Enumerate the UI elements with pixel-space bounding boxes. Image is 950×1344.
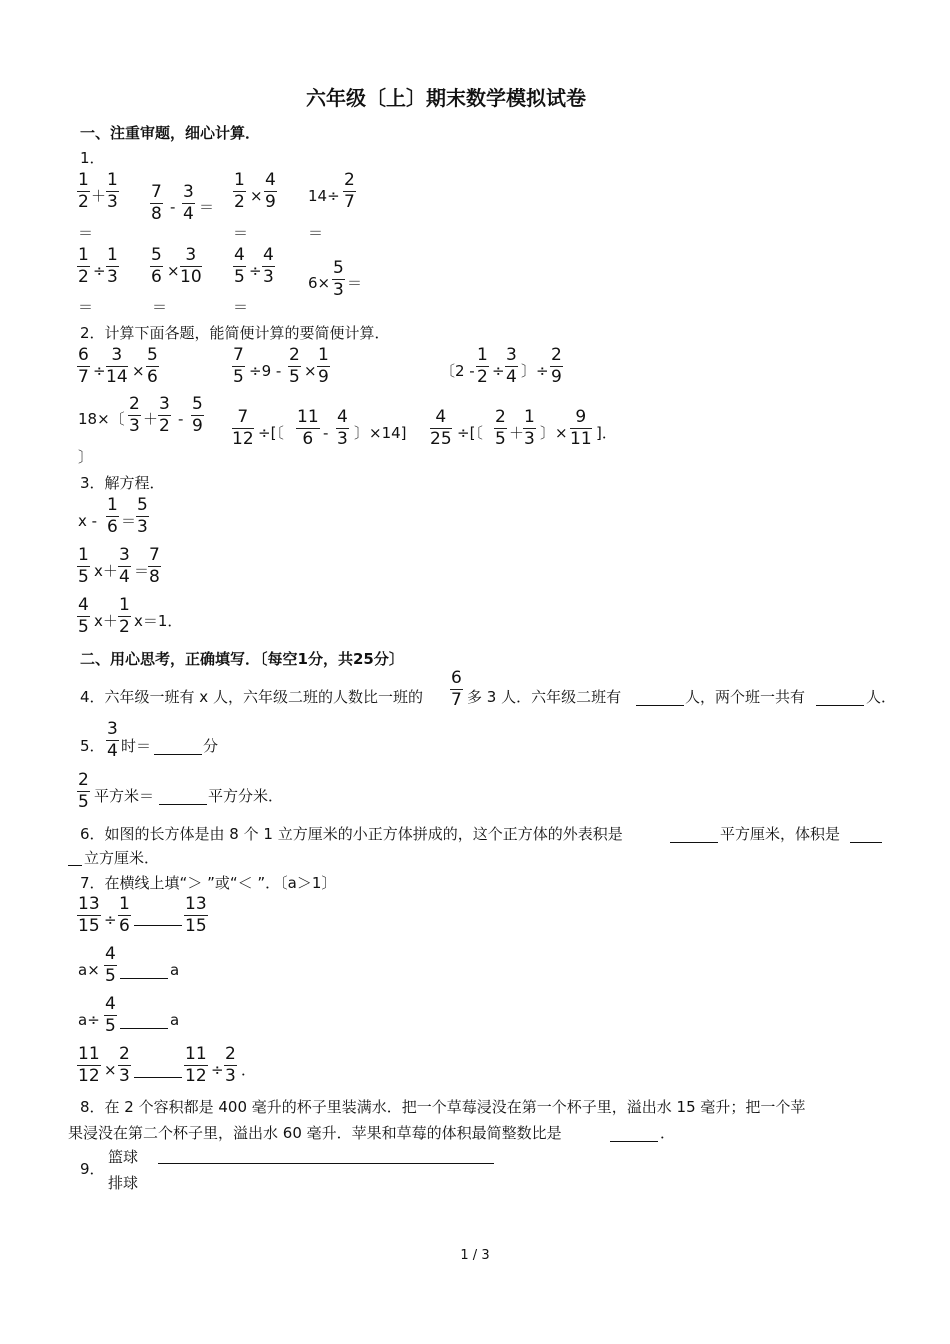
fraction: 2 3 <box>119 1044 130 1086</box>
q4-text: 人，两个班一共有 <box>685 688 806 706</box>
fraction: 2 5 <box>495 407 506 449</box>
fraction: 1 3 <box>107 245 118 287</box>
answer-blank[interactable] <box>816 705 864 706</box>
fraction: 6 7 <box>78 345 89 387</box>
operator: - <box>178 410 184 428</box>
fraction: 5 3 <box>333 258 344 300</box>
fraction: 2 3 <box>225 1044 236 1086</box>
expression: 〕× <box>540 424 568 442</box>
fraction: 2 3 <box>129 394 140 436</box>
operator: ＝ <box>199 198 215 216</box>
q7-heading: 7．在横线上填“＞ ”或“＜ ”．〔a＞1〕 <box>80 874 337 892</box>
fraction: 13 15 <box>185 894 207 936</box>
q5-text: 分 <box>203 737 219 755</box>
operator: × <box>250 187 263 205</box>
expression: a× <box>78 961 100 979</box>
fraction: 3 2 <box>159 394 170 436</box>
q9-number: 9． <box>80 1160 105 1178</box>
fraction: 7 8 <box>151 182 162 224</box>
expression: x＝1． <box>134 612 183 630</box>
q2-heading: 2．计算下面各题，能简便计算的要简便计算． <box>80 324 390 342</box>
expression: x＋ <box>94 612 118 630</box>
q3-heading: 3．解方程． <box>80 474 165 492</box>
fraction: 2 7 <box>344 170 355 212</box>
fraction: 7 12 <box>232 407 254 449</box>
fraction: 9 11 <box>570 407 592 449</box>
expression: 6× <box>308 274 331 292</box>
fraction: 7 8 <box>149 545 160 587</box>
q5-text: 时＝ <box>121 737 152 755</box>
operator: ＝ <box>233 224 249 242</box>
operator: - <box>170 198 176 216</box>
expression: 14÷ <box>308 187 340 205</box>
fraction: 1 3 <box>107 170 118 212</box>
page-title: 六年级〔上〕期末数学模拟试卷 <box>306 86 586 110</box>
expression: 〕×14] <box>354 424 407 442</box>
operator: ＝ <box>78 224 94 242</box>
fraction: 5 3 <box>137 495 148 537</box>
operator: ＝ <box>78 298 94 316</box>
table-row-label: 排球 <box>108 1174 139 1192</box>
fraction: 11 6 <box>297 407 319 449</box>
fraction: 1 9 <box>318 345 329 387</box>
answer-blank[interactable] <box>68 865 82 866</box>
fraction: 2 5 <box>289 345 300 387</box>
fraction: 11 12 <box>185 1044 207 1086</box>
operator: × <box>104 1061 117 1079</box>
fraction: 1 3 <box>524 407 535 449</box>
answer-blank[interactable] <box>159 804 207 805</box>
answer-blank[interactable] <box>636 705 684 706</box>
expression: 〕 <box>78 448 94 466</box>
operator: × <box>304 362 317 380</box>
fraction: 1 2 <box>477 345 488 387</box>
operator: ＝ <box>347 274 363 292</box>
operator: ÷ <box>249 262 262 280</box>
operator: ÷ <box>93 362 106 380</box>
operator: ÷ <box>211 1061 224 1079</box>
fraction: 4 5 <box>105 944 116 986</box>
expression: ÷[〔 <box>457 424 483 442</box>
fraction: 2 9 <box>551 345 562 387</box>
operator: ＝ <box>134 562 150 580</box>
fraction: 4 5 <box>105 994 116 1036</box>
q8-text: 8．在 2 个容积都是 400 毫升的杯子里装满水．把一个草莓浸没在第一个杯子里，溢出水 15 毫升；把一个苹 <box>80 1098 806 1116</box>
q6-text: 6．如图的长方体是由 8 个 1 立方厘米的小正方体拼成的，这个正方体的外表积是 <box>80 825 623 843</box>
q1-number: 1． <box>80 149 105 167</box>
q4-text: 多 3 人．六年级二班有 <box>467 688 622 706</box>
fraction: 3 4 <box>183 182 194 224</box>
fraction: 1 2 <box>78 245 89 287</box>
fraction: 1 5 <box>78 545 89 587</box>
operator: × <box>167 262 180 280</box>
fraction: 4 3 <box>337 407 348 449</box>
answer-blank[interactable] <box>670 842 718 843</box>
fraction: 7 5 <box>233 345 244 387</box>
fraction: 4 5 <box>78 595 89 637</box>
fraction: 5 6 <box>151 245 162 287</box>
fraction: 4 25 <box>430 407 452 449</box>
operator: ÷ <box>93 262 106 280</box>
operator: ＝ <box>152 298 168 316</box>
answer-blank[interactable] <box>120 1028 168 1029</box>
expression: a <box>170 1011 180 1029</box>
expression: x - <box>78 512 98 530</box>
operator: ＋ <box>143 410 159 428</box>
answer-blank[interactable] <box>134 925 182 926</box>
fraction: 1 2 <box>78 170 89 212</box>
fraction: 3 14 <box>106 345 128 387</box>
fraction: 11 12 <box>78 1044 100 1086</box>
fraction: 3 4 <box>119 545 130 587</box>
fraction: 1 2 <box>119 595 130 637</box>
operator: ＝ <box>233 298 249 316</box>
operator: × <box>132 362 145 380</box>
fraction: 6 7 <box>451 668 462 710</box>
expression: 〕÷ <box>521 362 549 380</box>
q5-number: 5． <box>80 737 105 755</box>
page-number: 1 / 3 <box>460 1248 490 1263</box>
q6-text: 立方厘米． <box>84 849 160 867</box>
fraction: 3 10 <box>180 245 202 287</box>
section-1-heading: 一、注重审题，细心计算． <box>80 124 261 142</box>
answer-blank[interactable] <box>120 978 168 979</box>
operator: ＝ <box>121 512 137 530</box>
operator: ÷ <box>104 911 117 929</box>
fraction: 1 6 <box>119 894 130 936</box>
operator: ＝ <box>308 224 324 242</box>
fraction: 4 3 <box>263 245 274 287</box>
fraction: 13 15 <box>78 894 100 936</box>
q6-text: 平方厘米，体积是 <box>720 825 841 843</box>
q5-text: 平方分米． <box>208 787 284 805</box>
fraction: 5 9 <box>192 394 203 436</box>
table-line <box>158 1163 494 1164</box>
fraction: 1 6 <box>107 495 118 537</box>
answer-blank[interactable] <box>610 1141 658 1142</box>
expression: 〔2 - <box>440 362 475 380</box>
q8-text: ． <box>660 1124 676 1142</box>
expression: ． <box>241 1061 257 1079</box>
fraction: 1 2 <box>234 170 245 212</box>
operator: ＋ <box>509 424 525 442</box>
answer-blank[interactable] <box>850 842 882 843</box>
fraction: 4 9 <box>265 170 276 212</box>
table-row-label: 篮球 <box>108 1148 139 1166</box>
expression: ]． <box>596 424 617 442</box>
q4-text: 4．六年级一班有 x 人，六年级二班的人数比一班的 <box>80 688 423 706</box>
operator: ＋ <box>91 187 107 205</box>
q5-text: 平方米＝ <box>94 787 155 805</box>
expression: 18×〔 <box>78 410 125 428</box>
expression: x＋ <box>94 562 118 580</box>
answer-blank[interactable] <box>154 754 202 755</box>
fraction: 4 5 <box>234 245 245 287</box>
expression: a <box>170 961 180 979</box>
expression: ÷9 - <box>249 362 282 380</box>
operator: ÷ <box>492 362 505 380</box>
fraction: 2 5 <box>78 770 89 812</box>
expression: a÷ <box>78 1011 100 1029</box>
answer-blank[interactable] <box>134 1077 182 1078</box>
section-2-heading: 二、用心思考，正确填写．〔每空1分，共25分〕 <box>80 650 404 668</box>
fraction: 3 4 <box>506 345 517 387</box>
fraction: 3 4 <box>107 719 118 761</box>
q4-text: 人． <box>866 688 897 706</box>
q8-text: 果浸没在第二个杯子里，溢出水 60 毫升．苹果和草莓的体积最简整数比是 <box>68 1124 562 1142</box>
expression: ÷[〔 <box>258 424 284 442</box>
operator: - <box>323 424 329 442</box>
fraction: 5 6 <box>147 345 158 387</box>
